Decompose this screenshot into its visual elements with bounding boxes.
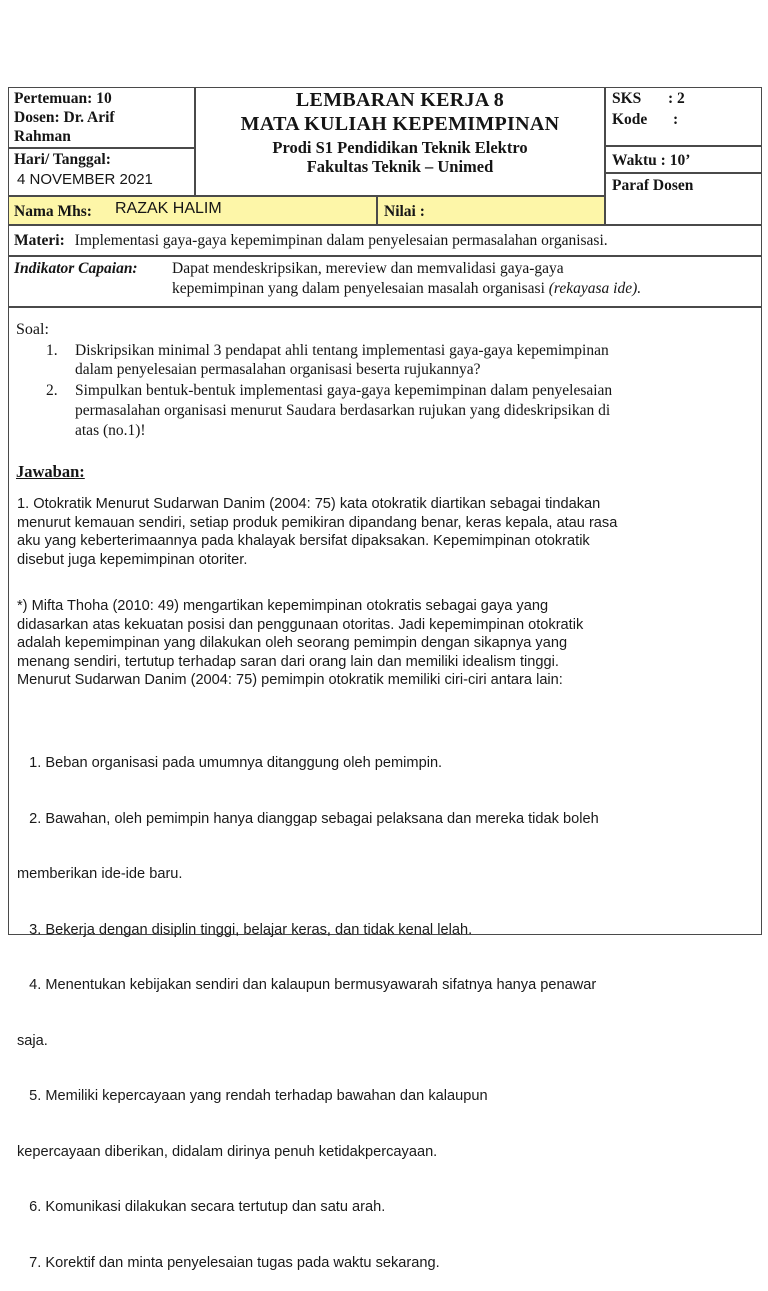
- soal-item-2-line-1: Simpulkan bentuk-bentuk implementasi gaya-gaya kepemimpinan dalam penyelesaian: [75, 382, 613, 399]
- paraf-dosen-label: Paraf Dosen: [612, 177, 694, 194]
- soal-item-2-line-2: permasalahan organisasi menurut Saudara berdasarkan rujukan yang dideskripsikan di: [75, 402, 611, 419]
- ciri-ciri-list: [17, 717, 761, 1291]
- soal-label: Soal:: [16, 321, 49, 338]
- ciri-item: 4. Menentukan kebijakan sendiri dan kalaupun bermusyawarah sifatnya hanya penawar: [17, 977, 597, 993]
- ciri-item: 7. Korektif dan minta penyelesaian tugas pada waktu sekarang.: [17, 1254, 440, 1271]
- divider: [604, 172, 762, 174]
- soal-item-1-line-1: Diskripsikan minimal 3 pendapat ahli tentang implementasi gaya-gaya kepemimpinan: [75, 342, 609, 359]
- jawaban-p2-line: *) Mifta Thoha (2010: 49) mengartikan kepemimpinan otokratis sebagai gaya yang: [17, 598, 549, 614]
- jawaban-p2-line: menang sendiri, tertutup terhadap saran dari orang lain dan memiliki idealism tinggi.: [17, 653, 559, 670]
- ciri-item: 3. Bekerja dengan disiplin tinggi, belajar keras, dan tidak kenal lelah.: [17, 921, 473, 938]
- sks-value: : 2: [668, 90, 685, 107]
- indikator-line-2-italic: (rekayasa ide).: [548, 280, 642, 297]
- divider: [8, 195, 605, 197]
- course-title: MATA KULIAH KEPEMIMPINAN: [240, 113, 560, 135]
- materi-row: [14, 231, 759, 250]
- pertemuan-label: Pertemuan: 10: [14, 90, 112, 107]
- jawaban-p2-line: adalah kepemimpinan yang dilakukan oleh seorang pemimpin dengan sikapnya yang: [17, 635, 568, 651]
- jawaban-paragraph-1: [17, 495, 761, 569]
- nama-mhs-value: RAZAK HALIM: [115, 200, 222, 217]
- ciri-item: kepercayaan diberikan, didalam dirinya penuh ketidakpercayaan.: [17, 1143, 438, 1160]
- indikator-line-1: Dapat mendeskripsikan, mereview dan memvalidasi gaya-gaya: [172, 260, 564, 277]
- indikator-label: Indikator Capaian:: [14, 260, 138, 277]
- divider: [8, 224, 762, 226]
- divider: [8, 147, 195, 149]
- prodi-label: Prodi S1 Pendidikan Teknik Elektro: [272, 138, 528, 157]
- divider: [8, 306, 762, 308]
- divider: [604, 145, 762, 147]
- dosen-label: Dosen: Dr. Arif: [14, 109, 115, 126]
- ciri-item: 1. Beban organisasi pada umumnya ditanggung oleh pemimpin.: [17, 755, 443, 771]
- kode-value: :: [673, 111, 679, 128]
- ciri-item: 2. Bawahan, oleh pemimpin hanya dianggap sebagai pelaksana dan mereka tidak boleh: [17, 810, 599, 827]
- indikator-line-2-text: kepemimpinan yang dalam penyelesaian masalah organisasi: [172, 280, 545, 297]
- waktu-label: Waktu : 10’: [612, 152, 691, 169]
- ciri-item: 6. Komunikasi dilakukan secara tertutup dan satu arah.: [17, 1199, 386, 1215]
- nama-mhs-label: Nama Mhs:: [14, 203, 92, 220]
- soal-item-2-number: 2.: [46, 382, 58, 399]
- jawaban-p2-line: Menurut Sudarwan Danim (2004: 75) pemimpin otokratik memiliki ciri-ciri antara lain:: [17, 672, 563, 688]
- ciri-item: 5. Memiliki kepercayaan yang rendah terhadap bawahan dan kalaupun: [17, 1088, 488, 1104]
- divider: [376, 196, 378, 224]
- nilai-label: Nilai :: [384, 203, 425, 220]
- divider: [8, 255, 762, 257]
- ciri-item: saja.: [17, 1032, 48, 1049]
- name-row-highlight: [9, 196, 605, 224]
- hari-tanggal-label: Hari/ Tanggal:: [14, 151, 111, 168]
- jawaban-p1-line: disebut juga kepemimpinan otoriter.: [17, 551, 248, 568]
- indikator-line-2: [172, 279, 641, 298]
- jawaban-p2-line: didasarkan atas kekuatan posisi dan penggunaan otoritas. Jadi kepemimpinan otokratik: [17, 616, 584, 633]
- jawaban-paragraph-2: [17, 597, 761, 690]
- sks-label: SKS: [612, 90, 642, 107]
- jawaban-p1-line: 1. Otokratik Menurut Sudarwan Danim (2004: 75) kata otokratik diartikan sebagai tindakan: [17, 496, 601, 512]
- jawaban-p1-line: aku yang keberterimaannya pada khalayak bersifat dipaksakan. Kepemimpinan otokratik: [17, 533, 590, 549]
- jawaban-p1-line: menurut kemauan sendiri, setiap produk pemikiran dipandang benar, keras kepala, atau rasa: [17, 514, 618, 531]
- fakultas-label: Fakultas Teknik – Unimed: [306, 157, 494, 176]
- soal-item-1-number: 1.: [46, 342, 58, 359]
- kode-label: Kode: [612, 111, 648, 128]
- materi-text: Implementasi gaya-gaya kepemimpinan dalam penyelesaian permasalahan organisasi.: [74, 232, 608, 249]
- soal-item-2-line-3: atas (no.1)!: [75, 422, 146, 439]
- materi-label: Materi:: [14, 232, 65, 249]
- ciri-item: memberikan ide-ide baru.: [17, 866, 183, 882]
- worksheet-title: LEMBARAN KERJA 8: [295, 89, 505, 111]
- dosen-name: Rahman: [14, 128, 71, 145]
- jawaban-label: Jawaban:: [16, 462, 85, 481]
- soal-item-1-line-2: dalam penyelesaian permasalahan organisasi beserta rujukannya?: [75, 361, 481, 378]
- tanggal-value: 4 NOVEMBER 2021: [17, 171, 153, 188]
